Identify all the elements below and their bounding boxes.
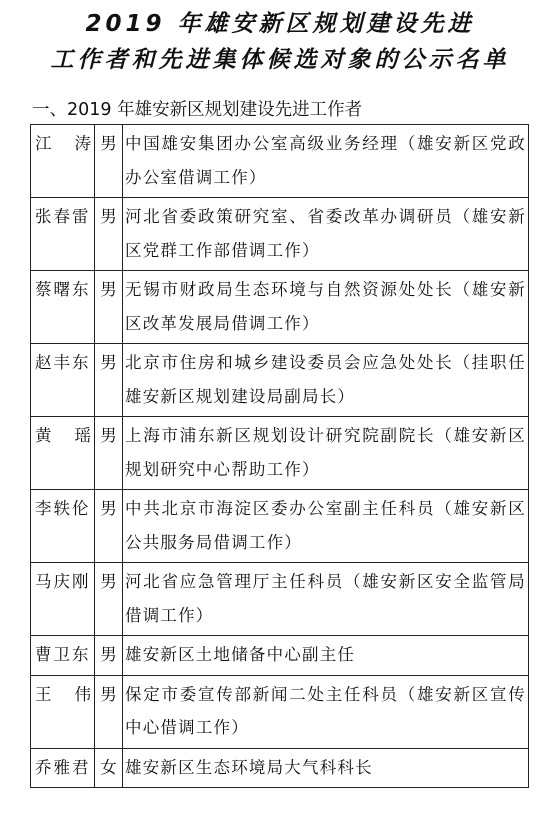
candidate-name: 张春雷 [31, 198, 95, 271]
candidate-name-char: 涛 [74, 134, 93, 153]
candidate-row [31, 125, 529, 198]
candidate-name-spread [35, 678, 93, 712]
candidate-gender: 男 [95, 198, 123, 271]
candidate-row [31, 271, 529, 344]
candidate-position: 上海市浦东新区规划设计研究院副院长（雄安新区规划研究中心帮助工作） [123, 417, 529, 490]
candidate-name [31, 125, 95, 198]
candidate-position: 雄安新区生态环境局大气科科长 [123, 748, 529, 788]
candidate-gender: 男 [95, 125, 123, 198]
candidate-gender: 男 [95, 636, 123, 676]
candidate-row [31, 344, 529, 417]
candidate-table-body [31, 125, 529, 788]
candidate-name-char: 黄 [35, 426, 54, 445]
candidate-gender: 男 [95, 344, 123, 417]
candidate-position: 保定市委宣传部新闻二处主任科员（雄安新区宣传中心借调工作） [123, 675, 529, 748]
candidate-row [31, 675, 529, 748]
candidate-row [31, 563, 529, 636]
candidate-table [30, 124, 529, 788]
candidate-position: 雄安新区土地储备中心副主任 [123, 636, 529, 676]
candidate-name: 曹卫东 [31, 636, 95, 676]
candidate-gender: 男 [95, 563, 123, 636]
candidate-name-char: 伟 [74, 684, 93, 704]
document-title [0, 6, 560, 78]
candidate-name: 李轶伦 [31, 490, 95, 563]
candidate-name-char: 江 [35, 134, 54, 153]
candidate-row [31, 636, 529, 676]
candidate-name: 赵丰东 [31, 344, 95, 417]
candidate-gender: 男 [95, 490, 123, 563]
candidate-row [31, 417, 529, 490]
candidate-name [31, 417, 95, 490]
title-line-1: 2019 年雄安新区规划建设先进 [85, 11, 475, 37]
candidate-name: 马庆刚 [31, 563, 95, 636]
candidate-name: 蔡曙东 [31, 271, 95, 344]
candidate-row [31, 748, 529, 788]
candidate-gender: 男 [95, 417, 123, 490]
candidate-position: 河北省应急管理厅主任科员（雄安新区安全监管局借调工作） [123, 563, 529, 636]
candidate-name: 乔雅君 [31, 748, 95, 788]
candidate-position: 河北省委政策研究室、省委改革办调研员（雄安新区党群工作部借调工作） [123, 198, 529, 271]
candidate-row [31, 198, 529, 271]
candidate-gender: 男 [95, 675, 123, 748]
candidate-name-spread [35, 419, 93, 453]
candidate-position: 中国雄安集团办公室高级业务经理（雄安新区党政办公室借调工作） [123, 125, 529, 198]
candidate-name-char: 瑶 [74, 426, 93, 445]
candidate-gender: 男 [95, 271, 123, 344]
title-line-2: 工作者和先进集体候选对象的公示名单 [50, 47, 510, 73]
candidate-position: 中共北京市海淀区委办公室副主任科员（雄安新区公共服务局借调工作） [123, 490, 529, 563]
candidate-name-char: 王 [35, 684, 54, 704]
candidate-gender: 女 [95, 748, 123, 788]
candidate-name-spread [35, 127, 93, 161]
section-heading: 一、2019 年雄安新区规划建设先进工作者 [32, 100, 363, 120]
candidate-name [31, 675, 95, 748]
candidate-row [31, 490, 529, 563]
candidate-position: 北京市住房和城乡建设委员会应急处处长（挂职任雄安新区规划建设局副局长） [123, 344, 529, 417]
candidate-position: 无锡市财政局生态环境与自然资源处处长（雄安新区改革发展局借调工作） [123, 271, 529, 344]
